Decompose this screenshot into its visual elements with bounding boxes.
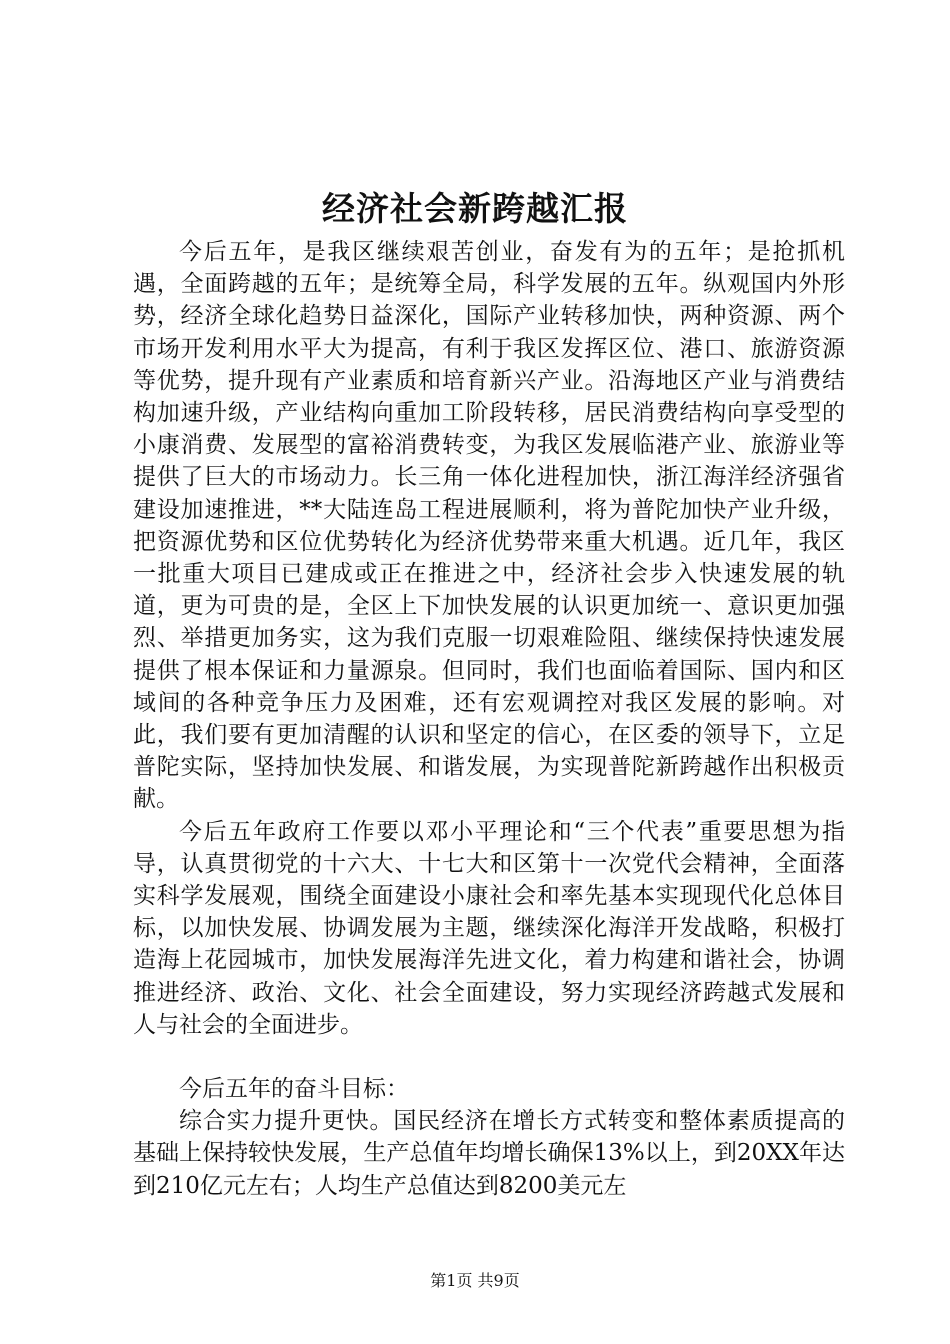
page-number-footer: 第1页 共9页 xyxy=(430,1271,520,1290)
paragraph-economic-strength: 综合实力提升更快。国民经济在增长方式转变和整体素质提高的基础上保持较快发展，生产总值年均增长确保13%以上，到20XX年达到210亿元左右；人均生产总值达到8200美元左 xyxy=(133,1108,845,1199)
paragraph-goals-heading: 今后五年的奋斗目标： xyxy=(179,1076,409,1103)
paragraph-spacer xyxy=(133,1041,845,1073)
paragraph-guiding-principle: 今后五年政府工作要以邓小平理论和“三个代表”重要思想为指导，认真贯彻党的十六大、十七大和区第十一次党代会精神，全面落实科学发展观，围绕全面建设小康社会和率先基本实现现代化总体目标，以加快发展、协调发展为主题，继续深化海洋开发战略，积极打造海上花园城市，加快发展海洋先进文化，着力构建和谐社会，协调推进经济、政治、文化、社会全面建设，努力实现经济跨越式发展和人与社会的全面进步。 xyxy=(133,818,845,1038)
document-title: 经济社会新跨越汇报 xyxy=(322,189,628,228)
document-body xyxy=(133,236,845,1202)
paragraph-outlook: 今后五年，是我区继续艰苦创业，奋发有为的五年；是抢抓机遇，全面跨越的五年；是统筹全局，科学发展的五年。纵观国内外形势，经济全球化趋势日益深化，国际产业转移加快，两种资源、两个市场开发利用水平大为提高，有利于我区发挥区位、港口、旅游资源等优势，提升现有产业素质和培育新兴产业。沿海地区产业与消费结构加速升级，产业结构向重加工阶段转移，居民消费结构向享受型的小康消费、发展型的富裕消费转变，为我区发展临港产业、旅游业等提供了巨大的市场动力。长三角一体化进程加快，浙江海洋经济强省建设加速推进，**大陆连岛工程进展顺利，将为普陀加快产业升级，把资源优势和区位优势转化为经济优势带来重大机遇。近几年，我区一批重大项目已建成或正在推进之中，经济社会步入快速发展的轨道，更为可贵的是，全区上下加快发展的认识更加统一、意识更加强烈、举措更加务实，这为我们克服一切艰难险阻、继续保持快速发展提供了根本保证和力量源泉。但同时，我们也面临着国际、国内和区域间的各种竞争压力及困难，还有宏观调控对我区发展的影响。对此，我们要有更加清醒的认识和坚定的信心，在区委的领导下，立足普陀实际，坚持加快发展、和谐发展，为实现普陀新跨越作出积极贡献。 xyxy=(133,239,845,813)
